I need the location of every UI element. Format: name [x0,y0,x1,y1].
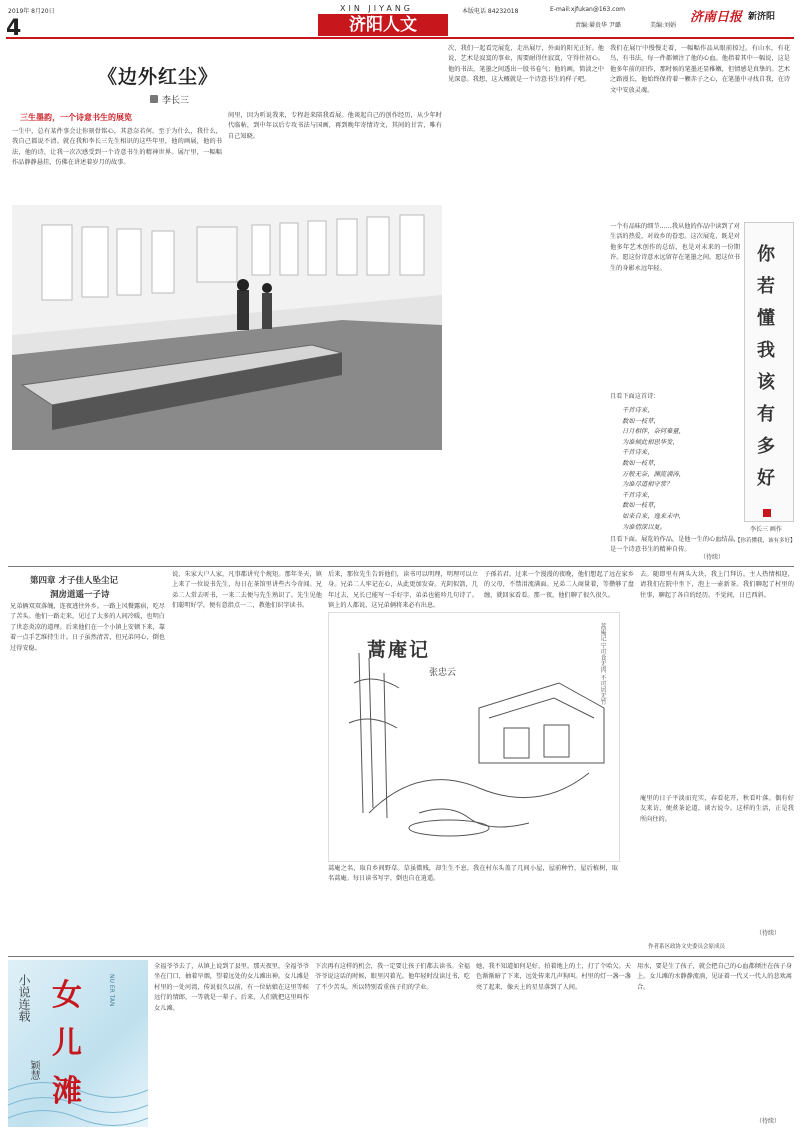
article1-author: 李长三 [162,96,190,106]
poem-line: 数如一枝草， [622,502,660,510]
article3-body-col3: 庵里的日子平淡而充实，春看花开，秋看叶落。偶有好友来访，便煮茶论道，谈古说今。这样的生活，正是我所向往的。 [640,795,794,823]
serial-pinyin: NU ER TAN [108,974,115,1007]
article3-author: 张忠云 [429,668,457,678]
poem-line: 为谁尽道相守常？ [622,481,673,489]
serial-banner [8,960,148,1127]
article1-body-col6: 且看下面。展览的作品，是他一生的心血结晶，是一个诗意书生的精神自传。 [610,536,740,554]
article1-body-col1: 一生中，总有某件事会让你刻骨铭心，其意奈若何。至于为什么，我什么，我自己都说不清。就在我和李长三先生相识的这些年里，他的画展，他的书法，他的诗，让我一次次感受到一个诗意书生的精神世界。展厅里，一幅幅作品静静悬挂，仿佛在讲述着岁月的故事。 [12,128,222,167]
article2-body-col4: 子孫若君。过来一个漫漫的夜晚，他们想起了远在家乡的父母，不禁泪流满面。兄弟二人商量着，等攒够了盘缠，就回家看看。那一夜，他们聊了很久很久。 [484,571,634,599]
serial-title: 女儿滩 [52,978,82,1109]
article3-illustration [328,612,620,862]
section-pinyin: XIN JIYANG [340,4,414,13]
article1-body-col2: 间里，因为听说我来，专程赶来陪我看展。他谈起自己的创作经历，从少年时代临帖，到中年以后专攻书法与国画，再到晚年寄情诗文，其间的甘苦，唯有自己知晓。 [228,112,442,140]
calligraphy-chars: 你若懂我该有多好 [757,244,775,489]
serial-author: 颖慧 [28,1060,39,1080]
author-badge [150,95,158,103]
email: E-mail:xjfukan@163.com [550,6,625,13]
article1-body-col5: 一个有品味的细节……我从他的作品中读到了对生活的热爱，对故乡的眷恋。这次展览，既是对他多年艺术创作的总结，也是对未来的一份期许。愿这份诗意永远留存在笔墨之间，愿这位书生的身影永远年轻。 [610,223,740,272]
article2-body-col2: 说，朱家大户人家，凡事都讲究个规矩。那年冬天，镇上来了一位说书先生，每日在茶馆里讲些古今奇闻。兄弟二人常去听书，一来二去便与先生熟识了。先生见他们聪明好学，便有意指点一二，教他们识字读书。 [172,571,322,610]
article1-title: 《边外红尘》 [98,66,219,88]
illustration-inscription: 蒿庵记 宁可食无肉 不可居无竹 [599,623,606,705]
article4-body-col3: 她，我不知道如何是好，拍着地上的土，打了个哈欠。天色渐渐暗了下来，远处传来几声狗叫。村里的灯一盏一盏亮了起来，像天上的星星落到了人间。 [476,963,631,991]
poem-line: 万般无奈，渊流涌涛， [622,470,685,478]
calligraphy-scroll [744,222,794,522]
editor-credit: 责编:綦贵华 尹璐 [575,22,621,29]
poem-line: 千首诗来， [622,407,654,414]
poem-line: 日月相伴，奈何难量， [622,428,685,436]
designer-credit: 美编:刘娟 [650,22,677,29]
article2-body-col3: 后来，那位先生告诉他们，读书可以明理，明理可以立身。兄弟二人牢记在心，从此更加发奋。光阴似箭，几年过去，兄长已能写一手好字，弟弟也能吟几句诗了。镇上的人都说，这兄弟俩将来必有出息。 [328,571,478,610]
article1-subtitle: 三生墨韵，一个诗意书生的展览 [20,112,132,122]
poem-line: 数如一枝草， [622,459,660,467]
article4-body-col1: 全福爷爷去了，从镇上说到了县里。那天夜里，全福爷爷坐在门口，抽着旱烟，望着远处的女儿滩出神。女儿滩是村里的一处河湾，传说很久以前，有一位姑娘在这里等候远行的情郎，一等就是一辈子。后来，人们就把这里叫作女儿滩。 [154,963,309,1012]
exhibition-photo [12,205,442,450]
article4-sign: （待续） [756,1118,781,1125]
article1-body-col4: 我们在展厅中慢慢走着，一幅幅作品从眼前掠过。有山水，有花鸟，有书法，每一件都倾注了他的心血。他指着其中一幅说，这是他多年前的旧作，那时候的笔墨还显稚嫩，但情感是真挚的。艺术之路漫长，他始终保持着一颗赤子之心，在笔墨中寻找自我，在诗文中安放灵魂。 [610,45,790,94]
calligraphy-caption-2: 【你若懂我，该有多好】 [735,538,796,544]
article3-body-col2: 去。随即里有两头大块，我上门拜访。主人热情相迎，请我们在院中坐下，泡上一壶新茶。我们聊起了村里的往事，聊起了各自的经历。不觉间，日已西斜。 [640,571,794,599]
section-divider [8,566,794,567]
article3-sign: （待续） [756,930,781,937]
poem-line: 数如一枝草， [622,417,660,425]
paper-name: 济南日报 [690,10,743,25]
article4-body-col2: 下次再有这样的机会，我一定要让孩子们都去读书。全福爷爷说这话的时候，眼里闪着光。他年轻时没读过书，吃了不少苦头，所以特别看重孩子们的学业。 [315,963,470,991]
page-number: 4 [6,16,22,41]
article1-poem-intro: 且看下面这首诗： [610,393,660,400]
issue-date: 2019年 8月20日 [8,8,55,15]
header-rule [6,37,794,39]
article2-heading-2: 洞房道遥一子诗 [50,590,110,600]
article3-body-col1: 蒿庵之名，取自乡间野草。草虽微贱，却生生不息。我在村东头盖了几间小屋，屋前种竹，屋后植树，取名蒿庵。每日读书写字，倒也自在逍遥。 [328,865,618,883]
poem-line: 为谁倾此相思华发， [622,438,679,446]
seal-stamp [763,509,771,517]
article2-body-col1: 兄弟俩双双落魄，连夜逃往外乡。一路上风餐露宿，吃尽了苦头。他们一路走来，见过了太多的人间冷暖，也明白了世态炎凉的道理。后来他们在一个小镇上安顿下来，靠着一点手艺维持生计。日子虽然清苦，但兄弟同心，倒也过得安稳。 [10,603,165,652]
article1-sign: （待续） [700,554,725,561]
poem-line: 千首诗来， [622,491,654,499]
article3-title: 蒿庵记 [367,639,431,661]
poem-line: 为谁情深以复。 [622,523,667,531]
section-title: 济阳人文 [349,15,417,35]
serial-series: 小说连载 [17,974,31,1022]
exhibition-photo-scene [12,205,442,450]
article1-poem [622,406,740,533]
section-divider-2 [8,956,794,957]
article2-heading-1: 第四章 才子佳人坠尘记 [30,576,118,586]
poem-line: 千首诗来， [622,449,654,457]
article1-body-col3: 次，我们一起看完展览，走出展厅，外面的阳光正好。他说，艺术是寂寞的事业，需要耐得住寂寞，守得住初心。他的书法，笔墨之间透出一股书卷气；他的画，简淡之中见深意。我想，这大概就是一个诗意书生的样子吧。 [448,45,604,84]
hotline: 本版电话 84232018 [462,8,519,15]
paper-subname: 新济阳 [748,12,776,22]
calligraphy-caption: 李长三 画作 [750,526,782,533]
poem-line: 如来自来，逸来未中， [622,512,685,520]
article3-footer-note: 作者系区政协文史委员会原成员 [648,944,726,950]
article4-body-col4: 用水，要是生了孩子，就会把自己的心血都倾注在孩子身上。女儿滩的水静静流淌，见证着一代又一代人的悲欢离合。 [637,963,792,991]
